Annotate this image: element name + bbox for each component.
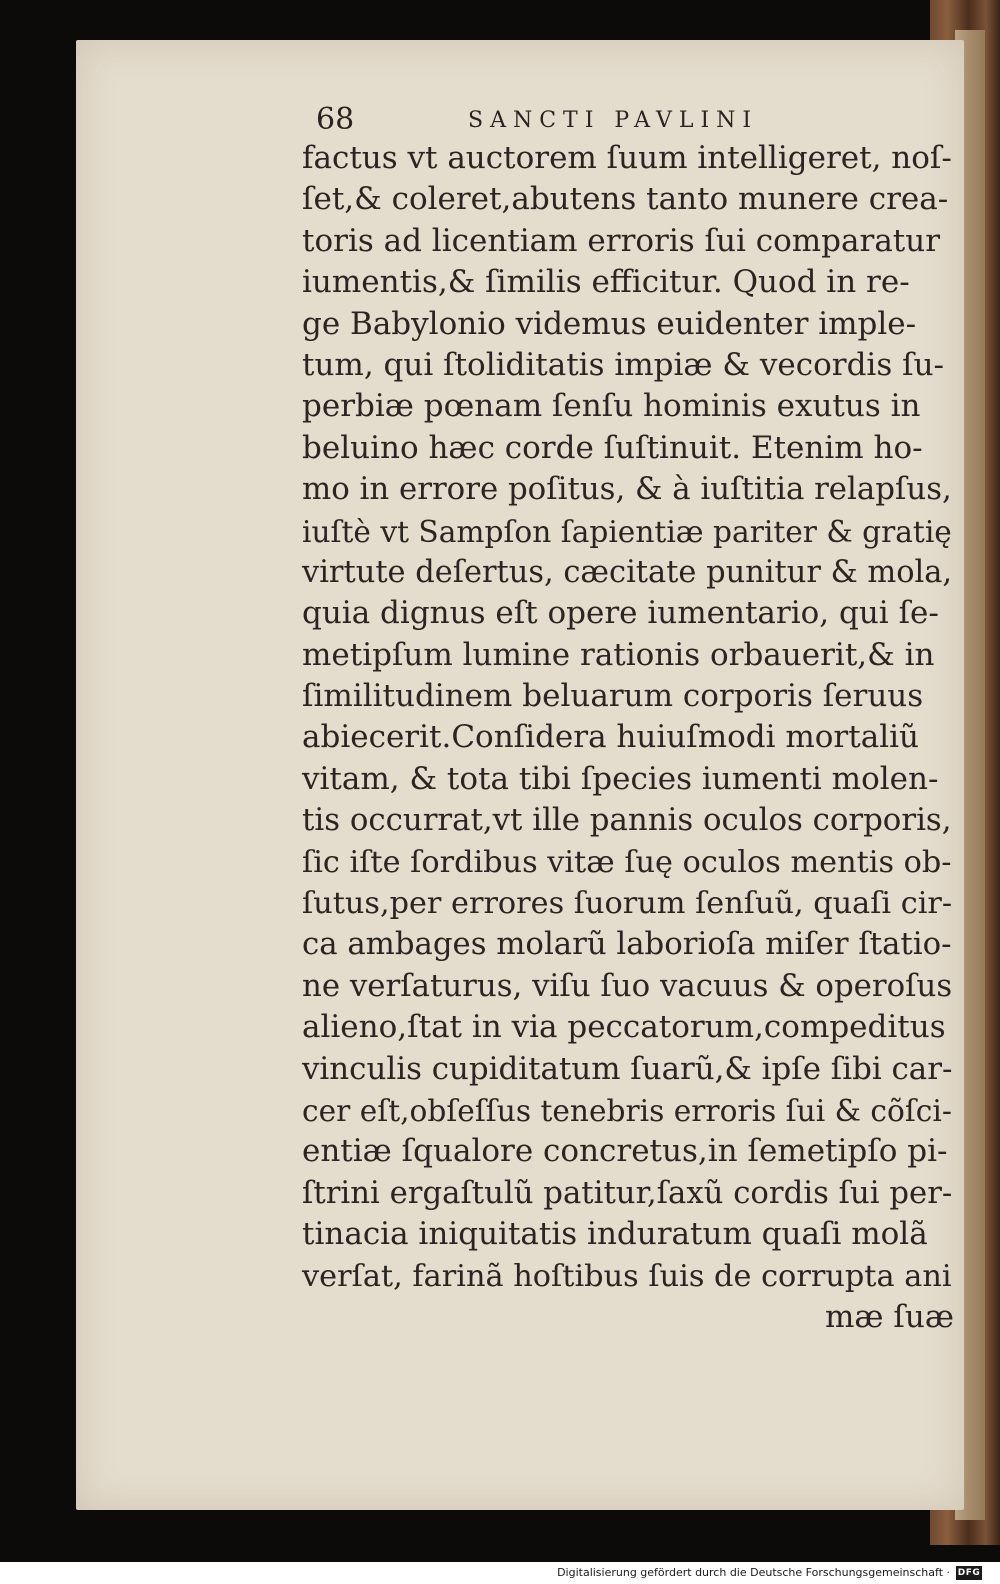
text-line: iuſtè vt Sampſon ſapientiæ pariter & gratię: [302, 513, 952, 549]
text-line: ſet,& coleret,abutens tanto munere crea-: [302, 181, 949, 218]
text-line: ca ambages molarũ laborioſa miſer ſtatio-: [302, 926, 952, 963]
text-line: mo in errore poſitus, & à iuſtitia relapſus,: [302, 471, 952, 508]
running-head: [316, 100, 946, 140]
text-line: ſimilitudinem beluarum corporis ſeruus: [302, 678, 924, 715]
text-line: alieno,ſtat in via peccatorum,compeditus: [302, 1009, 946, 1046]
text-line: tis occurrat,vt ille pannis oculos corporis,: [302, 802, 952, 839]
funding-credit: Digitalisierung gefördert durch die Deutsche Forschungsgemeinschaft ·: [557, 1566, 950, 1579]
text-line: ne verſaturus, viſu ſuo vacuus & operoſus: [302, 967, 953, 1004]
text-line: ge Babylonio videmus euidenter imple-: [302, 305, 917, 342]
text-line: quia dignus eſt opere iumentario, qui ſe-: [302, 595, 939, 632]
text-line: vitam, & tota tibi ſpecies iumenti molen-: [302, 760, 939, 797]
text-line: perbiæ pœnam ſenſu hominis exutus in: [302, 388, 921, 425]
text-line: iumentis,& ſimilis efficitur. Quod in re-: [302, 264, 910, 301]
text-line: abiecerit.Conſidera huiuſmodi mortaliũ: [302, 719, 919, 756]
text-line: entiæ ſqualore concretus,in ſemetipſo pi-: [302, 1133, 948, 1170]
page-number: 68: [316, 102, 355, 137]
text-line: mæ ſuæ: [825, 1298, 954, 1335]
text-line: ſtrini ergaſtulũ patitur,ſaxũ cordis ſui per-: [302, 1174, 953, 1211]
text-line: beluino hæc corde ſuſtinuit. Etenim ho-: [302, 429, 923, 466]
running-head-title: SANCTI PAVLINI: [468, 108, 759, 133]
text-line: tum, qui ſtoliditatis impiæ & vecordis ſu-: [302, 346, 945, 383]
text-line: ſic iſte ſordibus vitæ ſuę oculos mentis ob-: [302, 844, 952, 880]
text-line: toris ad licentiam erroris ſui comparatur: [302, 222, 941, 259]
dfg-logo: DFG: [957, 1568, 981, 1578]
text-line: tinacia iniquitatis induratum quaſi molã: [302, 1216, 928, 1253]
text-line: factus vt auctorem ſuum intelligeret, noſ-: [302, 140, 952, 176]
text-line: metipſum lumine rationis orbauerit,& in: [302, 636, 935, 673]
body-text: [302, 138, 962, 1338]
text-line: virtute deſertus, cæcitate punitur & mola,: [302, 554, 953, 590]
text-line: vinculis cupiditatum ſuarũ,& ipſe ſibi car-: [302, 1050, 953, 1087]
text-line: ſutus,per errores ſuorum ſenſuũ, quaſi cir-: [302, 886, 953, 922]
text-line: verſat, farinã hoſtibus ſuis de corrupta ani: [302, 1258, 952, 1294]
text-line: cer eſt,obſeſſus tenebris erroris ſui & cõſci-: [302, 1092, 952, 1128]
